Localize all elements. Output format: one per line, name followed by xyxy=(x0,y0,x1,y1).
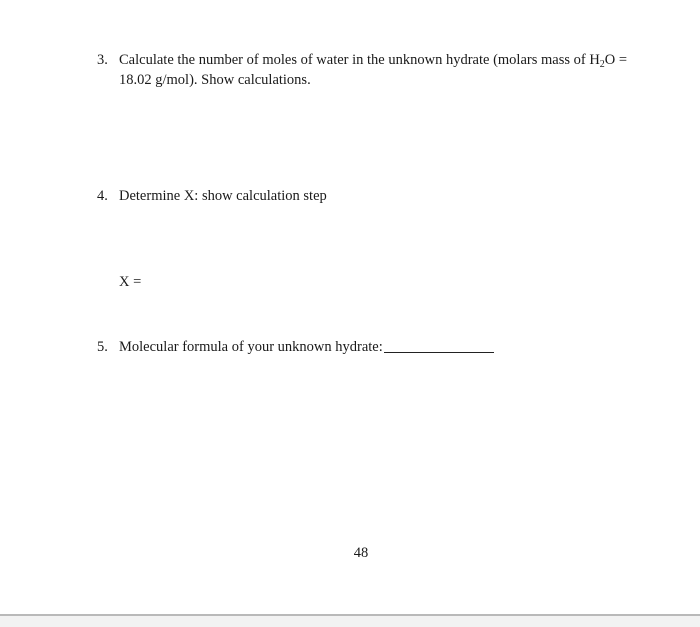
question-3-number: 3. xyxy=(97,52,108,68)
question-4-number: 4. xyxy=(97,188,108,204)
question-5-number: 5. xyxy=(97,339,108,355)
page-number: 48 xyxy=(353,545,369,561)
question-3-text-line2: 18.02 g/mol). Show calculations. xyxy=(119,72,311,88)
question-3-text-tail: O = xyxy=(604,52,628,68)
question-5-text: Molecular formula of your unknown hydrate: xyxy=(119,339,383,355)
water-subscript: 2 xyxy=(599,59,605,70)
x-equals-label: X = xyxy=(119,274,142,290)
question-3-text-line1 xyxy=(119,52,627,70)
question-3-text-main: Calculate the number of moles of water in the unknown hydrate (molars mass of H xyxy=(119,52,600,68)
answer-blank-line xyxy=(384,352,494,353)
page-bottom-shade xyxy=(0,616,700,627)
question-4-text: Determine X: show calculation step xyxy=(119,188,327,204)
